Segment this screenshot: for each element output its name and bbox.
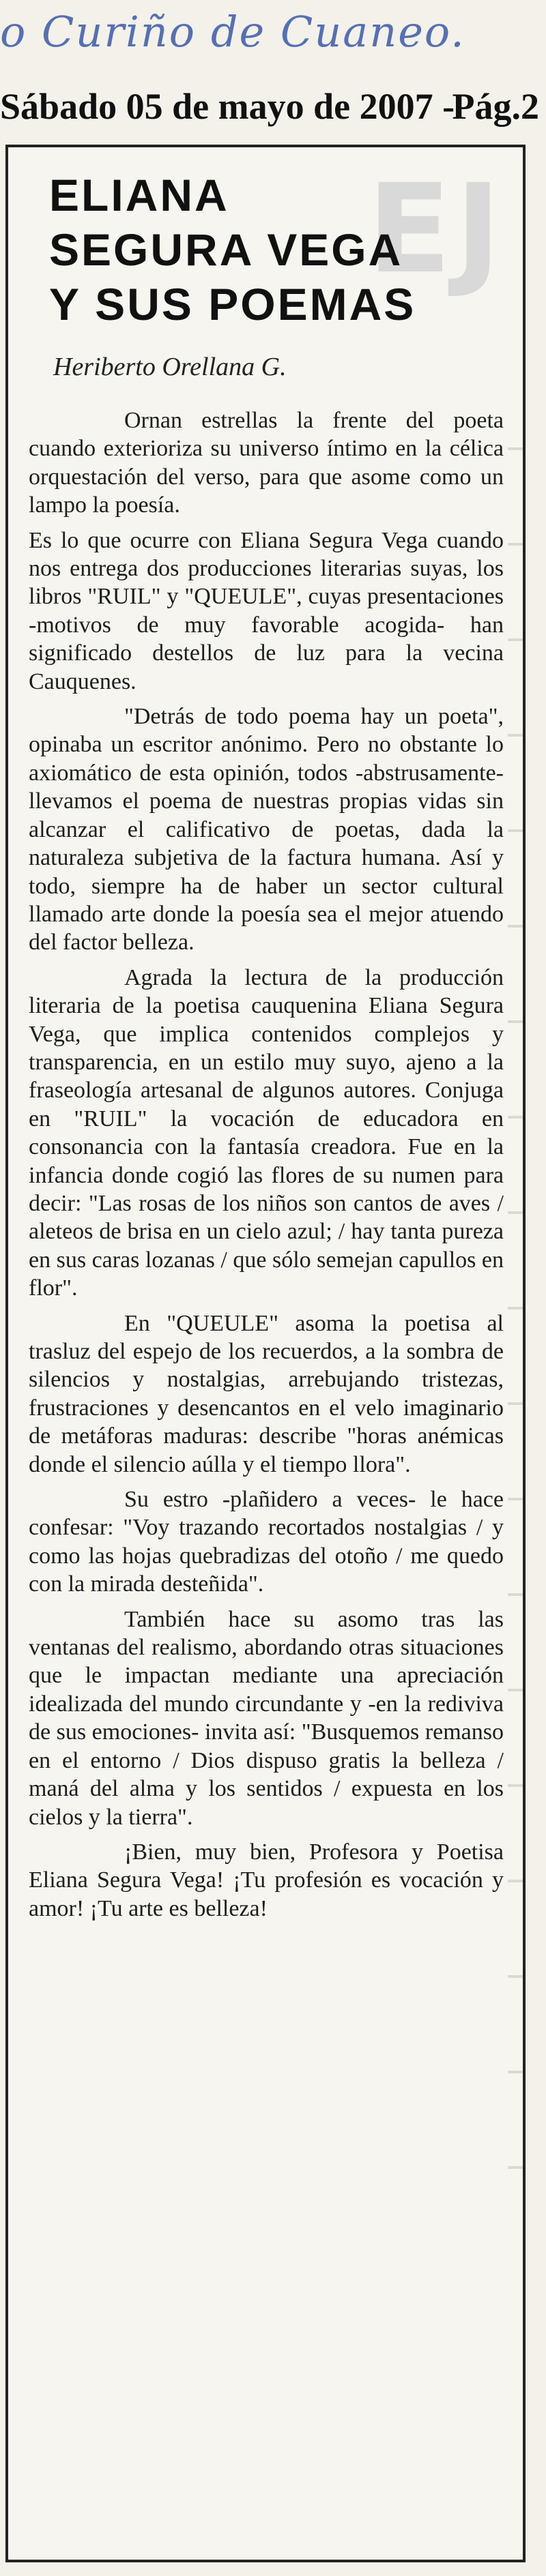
headline-line: ELIANA: [49, 170, 229, 220]
article-body: [29, 406, 504, 1929]
article-headline: [49, 168, 416, 331]
article-clipping: [5, 145, 526, 2562]
article-paragraph: Agrada la lectura de la producción literaria de la poetisa cauquenina Eliana Segura Vega, que implica contenidos complejos y transparencia, en un estilo muy suyo, ajeno a la fraseología artesanal de algunos autores. Conjuga en "RUIL" la vocación de educadora en consonancia con la fantasía creadora. Fue en la infancia donde cogió las flores de su numen para decir: "Las rosas de los niños son cantos de aves / aleteos de brisa en un cielo azul; / hay tanta pureza en sus caras lozanas / que sólo semejan capullos en flor".: [29, 964, 504, 1301]
page-number: Pág.2: [452, 86, 539, 127]
torn-edge: [508, 406, 523, 2180]
article-paragraph: Es lo que ocurre con Eliana Segura Vega cuando nos entrega dos producciones literarias suyas, los libros "RUIL" y "QUEULE", cuyas presentaciones -motivos de muy favorable acogida- han significado destellos de luz para la vecina Cauquenes.: [29, 527, 504, 694]
article-paragraph: ¡Bien, muy bien, Profesora y Poetisa Eliana Segura Vega! ¡Tu profesión es vocación y amor! ¡Tu arte es belleza!: [29, 1839, 504, 1921]
handwritten-annotation: o Curiño de Cuaneo.: [0, 7, 465, 57]
article-paragraph: "Detrás de todo poema hay un poeta", opinaba un escritor anónimo. Pero no obstante lo axiomático de esta opinión, todos -abstrusamente- llevamos el poema de nuestras propias vidas sin alcanzar el calificativo de poetas, dada la naturaleza subjetiva de la factura humana. Así y todo, siempre ha de haber un sector cultural llamado arte donde la poesía sea el mejor atuendo del factor belleza.: [29, 704, 504, 956]
article-paragraph: Ornan estrellas la frente del poeta cuando exterioriza su universo íntimo en la célica orquestación del verso, para que asome como un lampo la poesía.: [29, 408, 504, 518]
article-paragraph: También hace su asomo tras las ventanas del realismo, abordando otras situaciones que le impactan mediante una apreciación idealizada del mundo circundante y -en la rediviva de sus emociones- invita así: "Busquemos remanso en el entorno / Dios dispuso gratis la belleza / maná del alma y los sentidos / expuesta en los cielos y la tierra".: [29, 1606, 504, 1830]
issue-date: Sábado 05 de mayo de 2007 -: [0, 86, 455, 127]
article-byline: Heriberto Orellana G.: [53, 353, 287, 381]
newspaper-masthead: [0, 85, 546, 128]
article-paragraph: Su estro -plañidero a veces- le hace confesar: "Voy trazando recortados nostalgias / y como las hojas quebradizas del otoño / me quedo con la mirada desteñida".: [29, 1487, 504, 1597]
bleed-through-text: EJ: [367, 158, 505, 301]
headline-line: Y SUS POEMAS: [49, 279, 416, 329]
article-paragraph: En "QUEULE" asoma la poetisa al trasluz del espejo de los recuerdos, a la sombra de silencios y nostalgias, arrebujando tristezas, frustraciones y desencantos en el velo imaginario de metáforas maduras: describe "horas anémicas donde el silencio aúlla y el tiempo llora".: [29, 1310, 504, 1477]
headline-line: SEGURA VEGA: [49, 224, 403, 275]
